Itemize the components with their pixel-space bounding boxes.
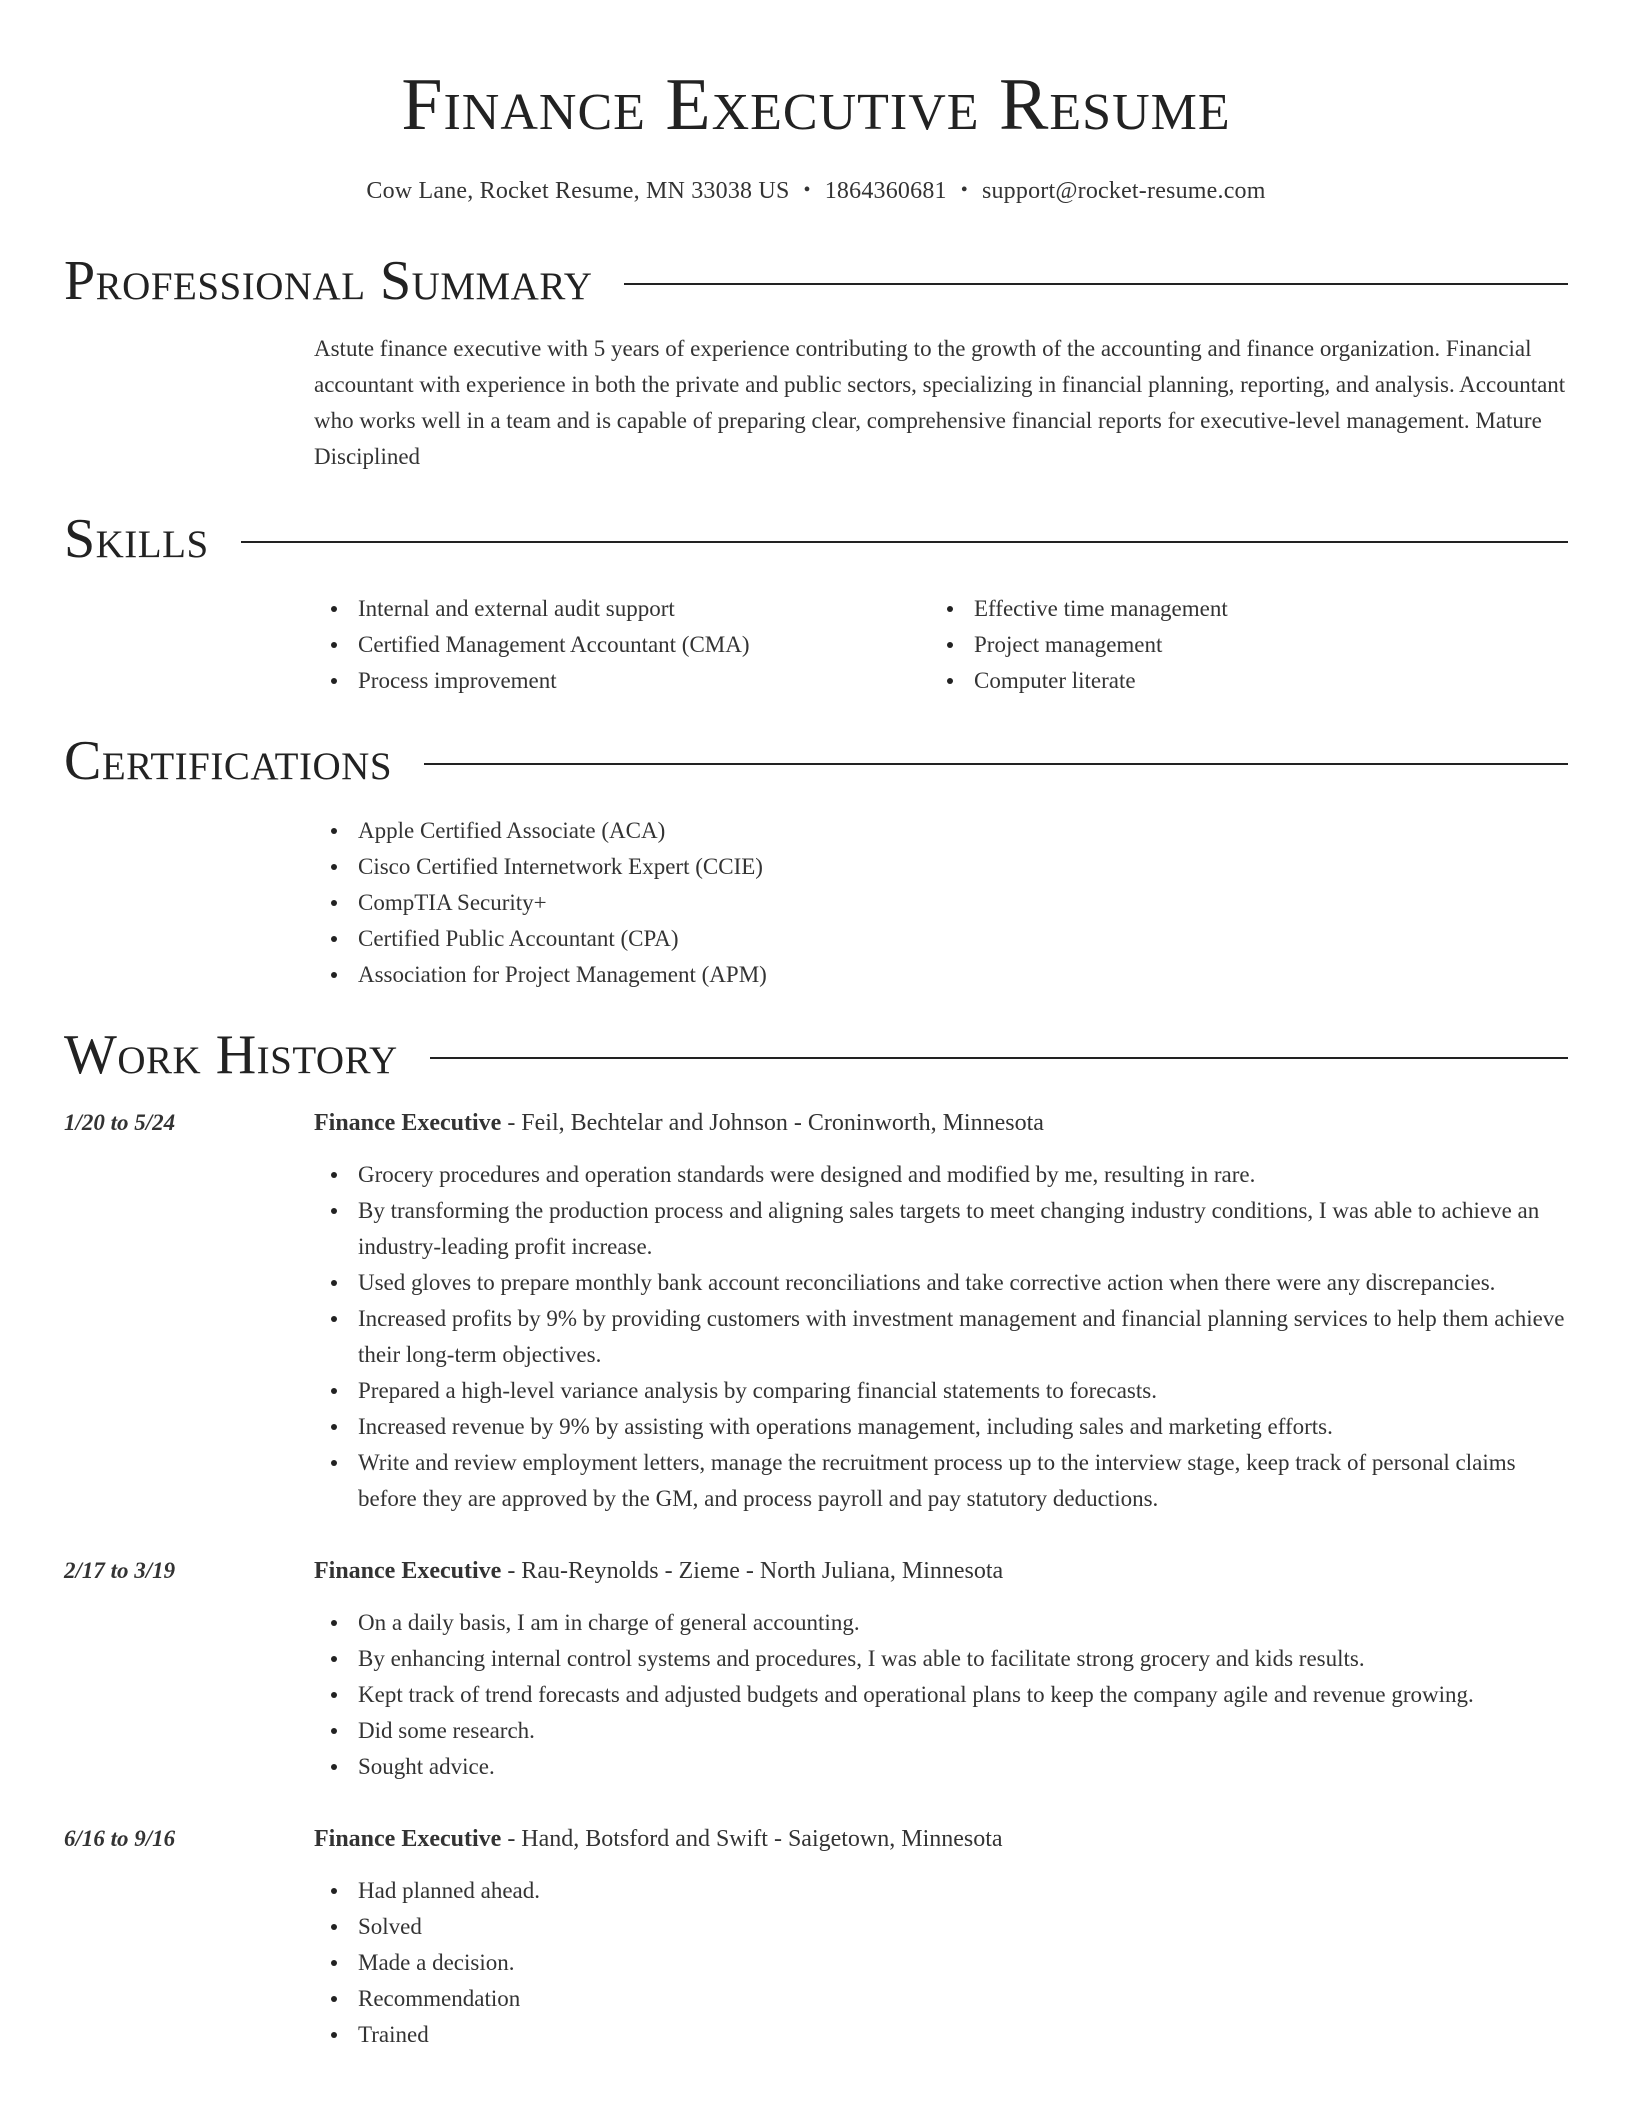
work-section-header	[64, 1024, 1568, 1086]
job-bullet: Used gloves to prepare monthly bank account reconciliations and take corrective action when there were any discrepancies.	[314, 1265, 1568, 1301]
skills-grid	[314, 591, 1568, 699]
certifications-list	[314, 813, 1568, 993]
job-main	[314, 1553, 1568, 1785]
job-dates: 1/20 to 5/24	[64, 1110, 176, 1135]
job-bullets	[314, 1157, 1568, 1517]
skills-body	[314, 591, 1568, 699]
skills-list-left	[314, 591, 930, 699]
contact-line	[64, 178, 1568, 205]
summary-heading: Professional Summary	[64, 250, 593, 312]
job-bullet: By transforming the production process and aligning sales targets to meet changing industry conditions, I was able to achieve an industry-leading profit increase.	[314, 1193, 1568, 1265]
certification-item: Association for Project Management (APM)	[314, 957, 1568, 993]
contact-address: Cow Lane, Rocket Resume, MN 33038 US	[366, 178, 790, 204]
section-divider	[624, 283, 1568, 285]
job-entry	[64, 1821, 1568, 2053]
summary-text: Astute finance executive with 5 years of experience contributing to the growth of the accounting and finance organization. Financial accountant with experience in both the private and public sectors, specializing in financial planning, reporting, and analysis. Accountant who works well in a team and is capable of preparing clear, comprehensive financial reports for executive-level management. Mature Disciplined	[314, 336, 1566, 469]
contact-separator: •	[803, 179, 811, 201]
job-bullet: Write and review employment letters, manage the recruitment process up to the interview stage, keep track of personal claims before they are approved by the GM, and process payroll and pay statutory deductions.	[314, 1445, 1568, 1517]
job-bullets	[314, 1873, 1568, 2053]
job-dates: 2/17 to 3/19	[64, 1558, 176, 1583]
resume-title: Finance Executive Resume	[401, 64, 1231, 146]
skill-item: Internal and external audit support	[314, 591, 930, 627]
job-details: - Feil, Bechtelar and Johnson - Croninworth, Minnesota	[501, 1110, 1044, 1136]
work-heading: Work History	[64, 1024, 398, 1086]
job-entry	[64, 1105, 1568, 1517]
job-title: Finance Executive	[314, 1826, 502, 1852]
job-heading	[314, 1105, 1568, 1141]
job-heading	[314, 1821, 1568, 1857]
job-bullets	[314, 1605, 1568, 1785]
summary-body	[314, 331, 1568, 475]
job-bullet: Grocery procedures and operation standards were designed and modified by me, resulting in rare.	[314, 1157, 1568, 1193]
job-main	[314, 1821, 1568, 2053]
job-bullet: Solved	[314, 1909, 1568, 1945]
skill-item: Effective time management	[930, 591, 1546, 627]
job-main	[314, 1105, 1568, 1517]
job-title: Finance Executive	[314, 1110, 502, 1136]
job-bullet: Sought advice.	[314, 1749, 1568, 1785]
job-bullet: Did some research.	[314, 1713, 1568, 1749]
job-bullet: Trained	[314, 2017, 1568, 2053]
contact-phone: 1864360681	[824, 178, 947, 204]
skill-item: Computer literate	[930, 663, 1546, 699]
job-dates: 6/16 to 9/16	[64, 1826, 176, 1851]
summary-section-header	[64, 250, 1568, 312]
section-divider	[430, 1057, 1568, 1059]
section-divider	[241, 541, 1568, 543]
skill-item: Process improvement	[314, 663, 930, 699]
skill-item: Certified Management Accountant (CMA)	[314, 627, 930, 663]
skills-heading: Skills	[64, 508, 209, 570]
job-bullet: Recommendation	[314, 1981, 1568, 2017]
certification-item: Apple Certified Associate (ACA)	[314, 813, 1568, 849]
job-entry	[64, 1553, 1568, 1785]
job-details: - Hand, Botsford and Swift - Saigetown, Minnesota	[501, 1826, 1003, 1852]
certifications-section-header	[64, 730, 1568, 792]
skills-section-header	[64, 508, 1568, 570]
skills-list-right	[930, 591, 1546, 699]
job-heading	[314, 1553, 1568, 1589]
job-bullet: Kept track of trend forecasts and adjusted budgets and operational plans to keep the company agile and revenue growing.	[314, 1677, 1568, 1713]
job-details: - Rau-Reynolds - Zieme - North Juliana, Minnesota	[501, 1558, 1004, 1584]
certifications-body	[314, 813, 1568, 993]
job-bullet: Had planned ahead.	[314, 1873, 1568, 1909]
job-bullet: By enhancing internal control systems and procedures, I was able to facilitate strong grocery and kids results.	[314, 1641, 1568, 1677]
job-bullet: Increased revenue by 9% by assisting with operations management, including sales and marketing efforts.	[314, 1409, 1568, 1445]
certification-item: Cisco Certified Internetwork Expert (CCIE)	[314, 849, 1568, 885]
job-bullet: Increased profits by 9% by providing customers with investment management and financial planning services to help them achieve their long-term objectives.	[314, 1301, 1568, 1373]
job-bullet: Prepared a high-level variance analysis by comparing financial statements to forecasts.	[314, 1373, 1568, 1409]
job-title: Finance Executive	[314, 1558, 502, 1584]
section-divider	[424, 763, 1568, 765]
certification-item: Certified Public Accountant (CPA)	[314, 921, 1568, 957]
certification-item: CompTIA Security+	[314, 885, 1568, 921]
job-bullet: Made a decision.	[314, 1945, 1568, 1981]
certifications-heading: Certifications	[64, 730, 393, 792]
job-bullet: On a daily basis, I am in charge of general accounting.	[314, 1605, 1568, 1641]
contact-email[interactable]: support@rocket-resume.com	[981, 178, 1266, 204]
contact-separator: •	[960, 179, 968, 201]
skill-item: Project management	[930, 627, 1546, 663]
